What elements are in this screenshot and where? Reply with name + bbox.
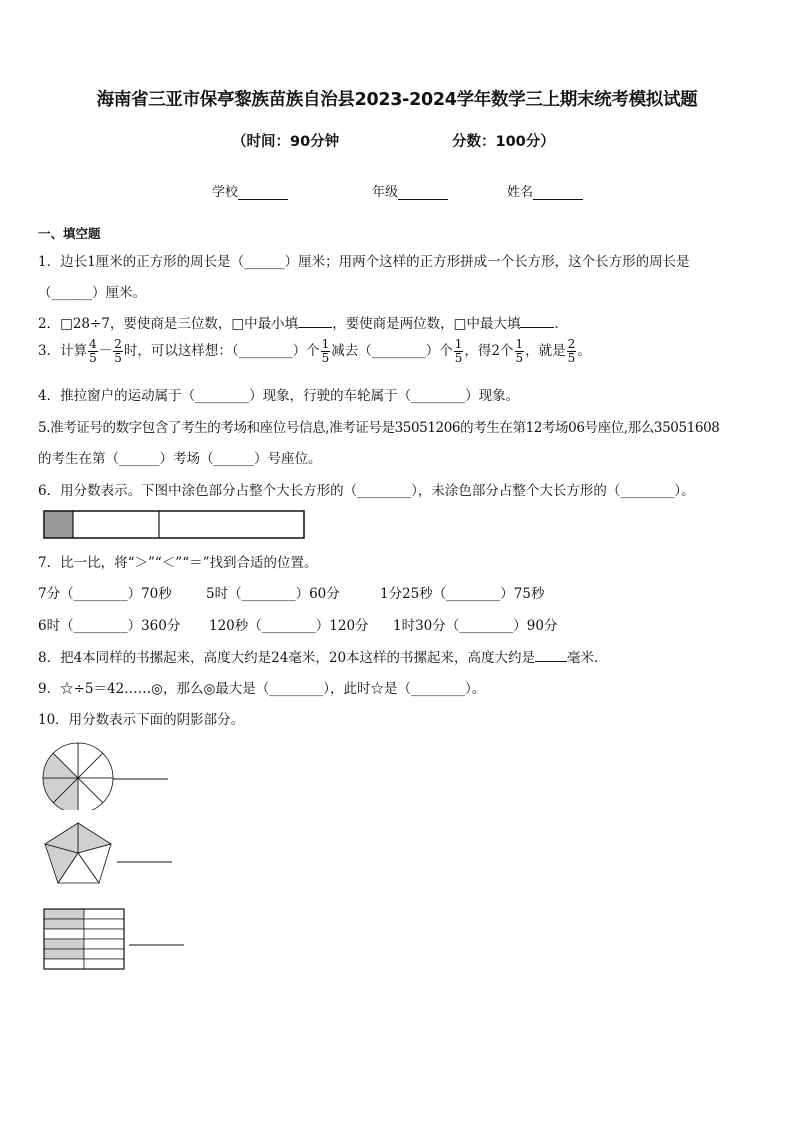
- question-3-part-d: ，得2个: [464, 343, 514, 359]
- circle-sectors: [43, 743, 113, 810]
- compare-item: 1分25秒（________）75秒: [380, 586, 545, 602]
- exam-title: 海南省三亚市保亭黎族苗族自治县2023-2024学年数学三上期末统考模拟试题: [96, 90, 698, 110]
- question-2: [38, 312, 568, 332]
- question-3-part-c: 减去（________）个: [331, 343, 453, 359]
- fraction-1-5: [321, 338, 331, 365]
- grade-field: [372, 181, 448, 200]
- minus-sign: －: [98, 343, 113, 359]
- question-2-blank-2: [520, 327, 554, 328]
- question-1-line-1: 1．边长1厘米的正方形的周长是（______）厘米；用两个这样的正方形拼成一个长方形，这个长方形的周长是: [38, 254, 690, 270]
- compare-item: 1时30分（________）90分: [393, 618, 558, 634]
- fraction-4-5: [88, 338, 98, 365]
- grid-cells: [44, 909, 124, 969]
- name-field: [507, 181, 583, 200]
- question-1-line-2: （______）厘米。: [38, 285, 146, 301]
- fraction-denominator: 5: [567, 351, 576, 365]
- section-title: 一、填空题: [38, 226, 101, 241]
- question-2-part-a: 2．□28÷7，要使商是三位数，□中最小填: [38, 316, 299, 332]
- pentagon-parts: [45, 823, 111, 883]
- fraction-1-5: [454, 338, 464, 365]
- question-3-part-f: 。: [577, 343, 591, 359]
- question-3-part-a: 3．计算: [38, 343, 88, 359]
- compare-item: 5时（________）60分: [206, 586, 340, 602]
- question-3: [38, 338, 591, 365]
- grade-blank: [398, 185, 448, 200]
- question-6: 6．用分数表示。下图中涂色部分占整个大长方形的（________），未涂色部分占整个大长方形的（________）。: [38, 483, 695, 499]
- fraction-numerator: 2: [567, 337, 576, 351]
- question-8-blank: [535, 661, 567, 662]
- score-label: 分数：100分）: [452, 134, 555, 150]
- question-10: 10．用分数表示下面的阴影部分。: [38, 712, 245, 728]
- fraction-denominator: 5: [454, 351, 463, 365]
- question-5-line-2: 的考生在第（______）考场（______）号座位。: [38, 451, 322, 467]
- compare-item: 6时（________）360分: [38, 618, 181, 634]
- fraction-denominator: 5: [321, 351, 330, 365]
- question-9: 9．☆÷5＝42……◎，那么◎最大是（________），此时☆是（________）。: [38, 681, 486, 697]
- fraction-denominator: 5: [515, 351, 524, 365]
- shaded-part: [44, 511, 73, 538]
- circle-figure: [40, 740, 172, 810]
- question-2-part-b: ，要使商是两位数，□中最大填: [332, 316, 521, 332]
- question-4: 4．推拉窗户的运动属于（________）现象，行驶的车轮属于（________）现象。: [38, 388, 520, 404]
- school-blank: [238, 185, 288, 200]
- grade-label: 年级: [372, 185, 399, 200]
- question-3-part-e: ，就是: [525, 343, 566, 359]
- fraction-numerator: 4: [89, 337, 97, 351]
- question-8-part-b: 毫米．: [567, 650, 608, 666]
- fraction-2-5: [567, 338, 577, 365]
- fraction-numerator: 2: [114, 337, 122, 351]
- school-label: 学校: [212, 185, 239, 200]
- question-8-part-a: 8．把4本同样的书摞起来，高度大约是24毫米，20本这样的书摞起来，高度大约是: [38, 650, 536, 666]
- fraction-2-5: [113, 338, 123, 365]
- question-2-blank-1: [298, 327, 332, 328]
- rectangle-figure: [43, 510, 306, 540]
- compare-item: 7分（________）70秒: [38, 586, 172, 602]
- fraction-denominator: 5: [114, 351, 122, 365]
- school-field: [212, 181, 288, 200]
- fraction-numerator: 1: [454, 337, 463, 351]
- question-2-part-c: ．: [554, 316, 568, 332]
- question-7-intro: 7．比一比，将“＞”“＜”“＝”找到合适的位置。: [38, 555, 318, 571]
- question-3-part-b: 时，可以这样想：（________）个: [123, 343, 320, 359]
- fraction-numerator: 1: [321, 337, 330, 351]
- grid-figure: [42, 907, 188, 973]
- name-blank: [533, 185, 583, 200]
- question-8: [38, 646, 608, 666]
- time-label: （时间：90分钟: [232, 134, 340, 150]
- name-label: 姓名: [507, 185, 534, 200]
- fraction-denominator: 5: [89, 351, 97, 365]
- outer-rectangle: [44, 511, 304, 538]
- pentagon-figure: [40, 820, 180, 890]
- question-5-line-1: 5.准考证号的数字包含了考生的考场和座位号信息,准考证号是35051206的考生在第12考场06号座位,那么35051608: [38, 420, 720, 436]
- compare-item: 120秒（________）120分: [209, 618, 369, 634]
- fraction-1-5: [515, 338, 525, 365]
- fraction-numerator: 1: [515, 337, 524, 351]
